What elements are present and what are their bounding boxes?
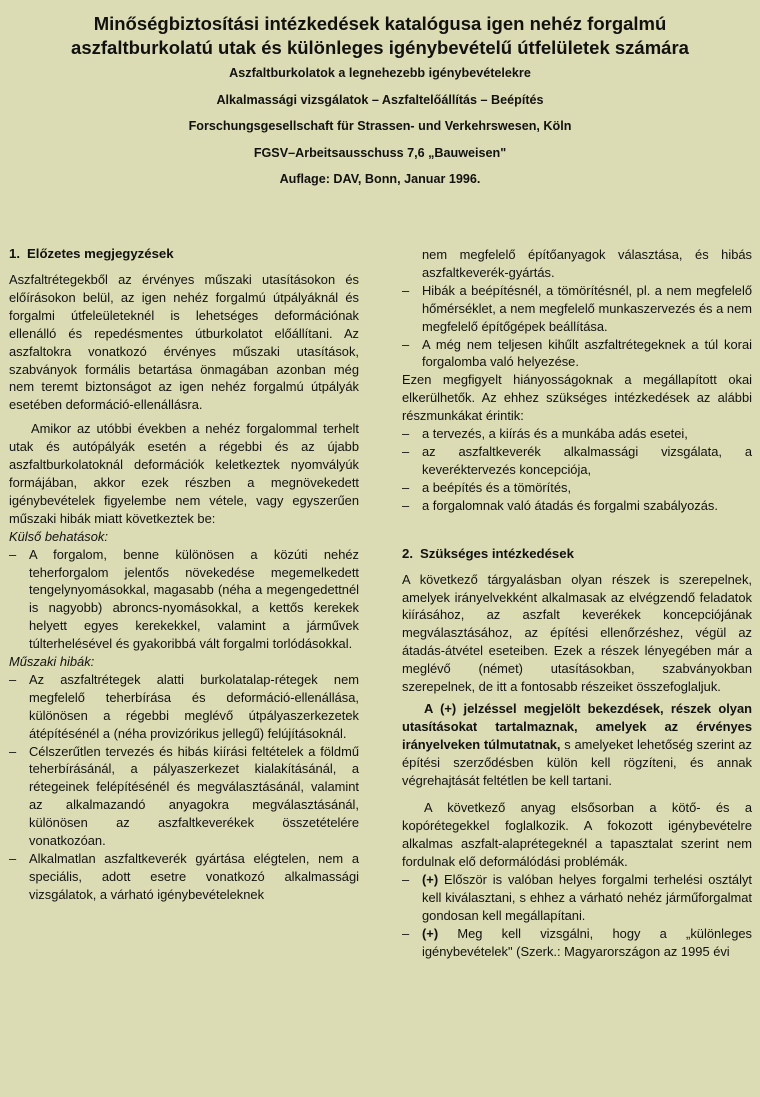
technical-errors-item-3: – Alkalmatlan aszfaltkeverék gyártása elégtelen, nem a speciális, adott esetre vonatkozó alkalmassági vizsgálatok, a várható igénybevételeknek: [9, 850, 359, 904]
section-spacer: [402, 515, 752, 545]
construction-errors-item: – Hibák a beépítésnél, a tömörítésnél, pl. a nem megfelelő hőmérséklet, a nem megfelelő munkaszervezés és a nem megfelelő építőgépek beállítása.: [402, 282, 752, 336]
document-header: [0, 12, 760, 193]
plus-marker-explanation: A (+) jelzéssel megjelölt bekezdések, részek olyan utasításokat tartalmaznak, amelyek az érvényes irányelveken túlmutatnak,: [402, 700, 752, 752]
external-effects-heading: Külső behatások:: [9, 528, 108, 544]
section-1-paragraph-2: Amikor az utóbbi években a nehéz forgalommal terhelt utak és autópályák esetén a régebbi és az újabb aszfaltburkolatoknál deformációk keletkeztek nyomvályúk formájában, akkor ezek részben a megnövekedett igénybevételek figyelembe nem vétele, vagy egyszerűen műszaki hibák miatt következtek be:: [9, 421, 359, 526]
early-traffic-item: – A még nem teljesen kihűlt aszfaltrétegeknek a túl korai forgalomba való helyezése.: [402, 336, 752, 372]
section-2-paragraph-2: [402, 700, 752, 790]
task-list-item-2: – az aszfaltkeverék alkalmassági vizsgálata, a keveréktervezés koncepciója,: [402, 443, 752, 479]
subtitle-2: Alkalmassági vizsgálatok – Aszfaltelőállítás – Beépítés: [216, 92, 544, 107]
section-2-heading: [402, 545, 752, 563]
measure-item-2-text: Meg kell vizsgálni, hogy a „különleges igénybevételek" (Szerk.: Magyarországon az 1995 évi: [422, 925, 752, 959]
plus-marker-2: (+): [422, 925, 439, 941]
technical-errors-heading: Műszaki hibák:: [9, 654, 95, 670]
plus-marker-1: (+): [422, 872, 439, 888]
title-line-1: Minőségbiztosítási intézkedések katalógusa igen nehéz forgalmú: [93, 13, 667, 34]
external-effects-item: – A forgalom, benne különösen a közúti nehéz teherforgalom jelentős növekedése megemelkedett tengelynyomásokkal, magasabb (néha a megengedettnél is nagyobb) abroncs-nyomásokkal, a kettős kerekek helyett egyes kerekekkel, valamint a járművek túlterhelésével és gyakoribbá vált forgalmi torlódásokkal.: [9, 546, 359, 653]
task-list-item-3: – a beépítés és a tömörítés,: [402, 479, 752, 497]
left-column: [9, 245, 359, 904]
section-2-paragraph-3: A következő anyag elsősorban a kötő- és a kopórétegekkel foglalkozik. A fokozott igénybevételre alkalmas aszfalt-alaprétegeknél a tapasztalat szerint nem fordulnak elő deformálódási problémák.: [402, 800, 752, 870]
section-2-paragraph-1: A következő tárgyalásban olyan részek is szerepelnek, amelyek irányelvekként alkalmasak az elvégzendő feladatok kiírásához, az aszfalt keverékek koncepciójának megválasztásához, az építési ellenőrzéshez, végül az átadás-átvétel eseteiben. Ezek a részek lényegében már a meglévő (német) utasításokban, szabványokban szerepelnek, de itt a fontosabb részeiket összefoglaljuk.: [402, 571, 752, 695]
section-2-paragraph-2-rest: s amelyeket lehetőség szerint az építési szerződésben külön kell rögzíteni, és annak végrehajtását feltétlen be kell tartani.: [402, 736, 753, 788]
publisher: Forschungsgesellschaft für Strassen- und Verkehrswesen, Köln: [188, 119, 572, 133]
right-column: [402, 246, 752, 961]
section-2-number: 2.: [402, 545, 413, 561]
subtitle-1: Aszfaltburkolatok a legnehezebb igénybevételekre: [229, 66, 531, 80]
title-line-2: aszfaltburkolatú utak és különleges igénybevételű útfelületek számára: [71, 37, 689, 58]
edition: Auflage: DAV, Bonn, Januar 1996.: [279, 172, 481, 186]
measure-item-1-text: Először is valóban helyes forgalmi terhelési osztályt kell kiválasztani, s ehhez a várható nehéz járműforgalmat gondosan kell megállapítani.: [422, 872, 752, 923]
measure-item-2: [402, 925, 752, 961]
committee: FGSV–Arbeitsausschuss 7,6 „Bauweisen": [253, 145, 507, 160]
section-2-title: Szükséges intézkedések: [420, 545, 574, 561]
section-1-number: 1.: [9, 246, 20, 261]
task-list-item-1: – a tervezés, a kiírás és a munkába adás esetei,: [402, 425, 752, 443]
measure-item-1: [402, 871, 752, 925]
continuation-text: nem megfelelő építőanyagok választása, és hibás aszfaltkeverék-gyártás.: [422, 247, 752, 280]
remedy-paragraph: Ezen megfigyelt hiányosságoknak a megállapított okai elkerülhetők. Az ehhez szükséges intézkedések az alábbi részmunkákat érintik:: [402, 372, 752, 424]
section-1-heading: [9, 245, 359, 263]
section-1-title: Előzetes megjegyzések: [27, 246, 174, 261]
technical-errors-item-1: – Az aszfaltrétegek alatti burkolatalap-rétegek nem megfelelő teherbírása és deformáció-ellenállása, különösen a régebbi meglévő útpályaszerkezetek átépítésénél a (néha provizórikus jellegű) felújításoknál.: [9, 671, 359, 743]
task-list-item-4: – a forgalomnak való átadás és forgalmi szabályozás.: [402, 497, 752, 515]
section-1-paragraph-1: Aszfaltrétegekből az érvényes műszaki utasításokon és előírásokon belül, az igen nehéz forgalmú útpályáknál és forgalmi útfeleületeknél is lehetséges deformációnak ellenálló és repedésmentes útburkolatot előállítani. Az aszfaltokra vonatkozó érvényes műszaki utasítások, szabványok formális betartása önmagában azonban még nem teremt biztonságot az igen nehéz forgalmú útpályák esetében deformáció-ellenállásra.: [9, 272, 359, 413]
technical-errors-item-2: – Célszerűtlen tervezés és hibás kiírási feltételek a földmű teherbírásánál, a pályaszerkezet kialakításánál, a rétegeinek felépítésénél és megválasztásánál, valamint az alkalmazandó anyagokra megválasztásánál, különösen az aszfaltkeverékek összetételére vonatkozóan.: [9, 743, 359, 850]
